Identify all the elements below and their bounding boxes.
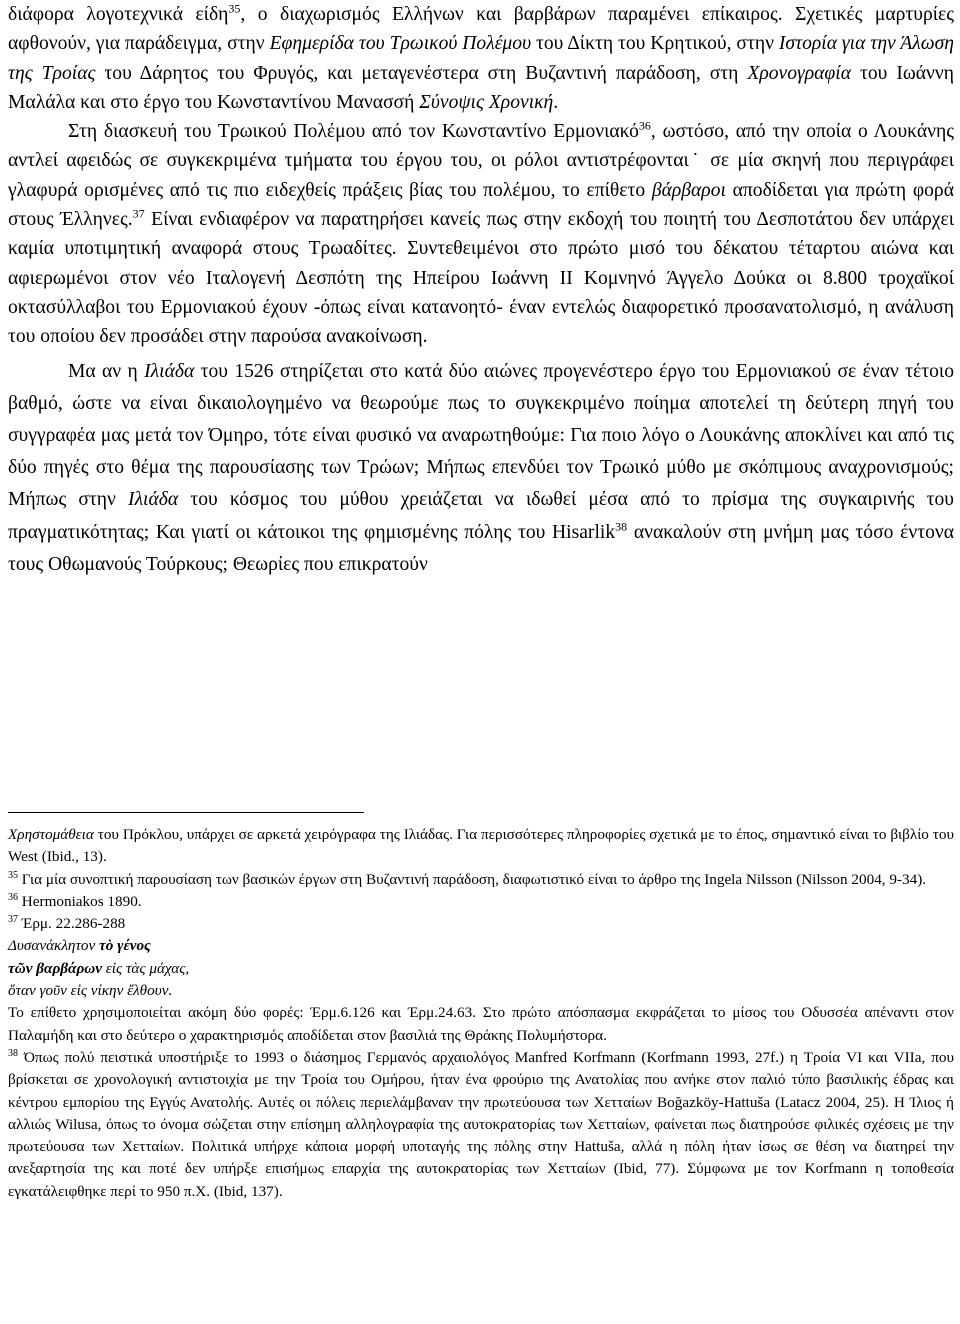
text-run: ανακαλούν στη μνήμη μας τόσο έντονα τους Οθωμανούς Τούρκους; Θεωρίες που επικρατούν — [8, 521, 955, 575]
text-run: του Δάρητος του Φρυγός, και μεταγενέστερα στη Βυζαντινή παράδοση, στη — [95, 62, 748, 84]
text-run: του 1526 στηρίζεται στο κατά δύο αιώνες προγενέστερο έργο του Ερμονιακού σε έναν τέτοιο βαθμό, ώστε να είναι δικαιολογημένο να θεωρούμε πως το συγκεκριμένο ποίημα αποτελεί τη δεύτερη πηγή του συγγραφέα μας μετά τον Όμηρο, τότε είναι φυσικό να αναρωτηθούμε: Για ποιο λόγο ο Λουκάνης αποκλίνει και από τις δύο πηγές στο θέμα της παρουσίασης των Τρώων; Μήπως επενδύει τον Τρωικό μύθο με σκόπιμους αναχρονισμούς; Μήπως στην — [8, 360, 954, 511]
work-title: Σύνοψις Χρονική — [419, 91, 554, 113]
text-run: Για μία συνοπτική παρουσίαση των βασικών έργων στη Βυζαντινή παράδοση, διαφωτιστικό είναι το άρθρο της Ingela Nilsson (Nilsson 2004, 9-34). — [18, 870, 927, 888]
text-run: Στη διασκευή του Τρωικού Πολέμου από τον Κωνσταντίνο Ερμονιακό — [68, 121, 639, 143]
footnote-number: 35 — [8, 869, 18, 881]
text-run: . — [553, 91, 559, 113]
verse-text: εἰς τὰς μάχας, — [102, 959, 190, 977]
paragraph-2 — [8, 117, 954, 351]
footnote-37 — [8, 913, 954, 935]
footnote-ref-36[interactable]: 36 — [638, 118, 651, 133]
emphasis: βάρβαροι — [651, 179, 726, 201]
text-run: Το επίθετο χρησιμοποιείται ακόμη δύο φορές: Έρμ.6.126 και Έρμ.24.63. Στο πρώτο απόσπασμα εκφράζεται το μίσος του Οδυσσέα απέναντι στον Παλαμήδη και στο δεύτερο ο χαρακτηρισμός αποδίδεται στον βασιλιά της Θράκης Πολυμήστορα. — [8, 1004, 954, 1044]
text-run: Όπως πολύ πειστικά υποστήριξε το 1993 ο διάσημος Γερμανός αρχαιολόγος Manfred Korfmann (Korfmann 1993, 27f.) η Τροία VI και VIIa, που βρίσκεται σε χρονολογική αντιστοιχία με την Τροία του Ομήρου, ήταν ένα φρούριο της Ανατολίας που ανήκε στον παλιό τύπο βασιλικής έδρας και κέντρου εμπορίου της Εγγύς Ανατολής. Αυτές οι πόλεις περιελάμβαναν την πρωτεύουσα των Χετταίων Boğazköy-Hattuša (Latacz 2004, 25). Η Ίλιος ή αλλιώς Wilusa, όπως το όνομα σώζεται στην επίσημη αλληλογραφία της αυτοκρατορίας των Χετταίων, φαίνεται πως διατηρούσε φιλικές σχέσεις με την πρωτεύουσα των Χετταίων. Πολιτικά υπήρχε κάποια μορφή υποταγής της πόλης στην Hattuša, αλλά η πόλη ήταν ίσως σε θέση να διατηρεί την ανεξαρτησία της και ποτέ δεν υπήρξε επισήμως επαρχία της αυτοκρατορίας των Χετταίων (Ibid, 77). Σύμφωνα με τον Korfmann η τοποθεσία εγκατάλειφθηκε περί το 950 π.Χ. (Ibid, 137). — [8, 1048, 954, 1200]
verse-line-3 — [8, 980, 954, 1002]
footnote-35 — [8, 869, 954, 891]
footnote-36 — [8, 891, 954, 913]
work-title: Εφημερίδα του Τρωικού Πολέμου — [269, 33, 532, 55]
work-title: Χρηστομάθεια — [8, 826, 94, 843]
verse-emphasis: τὸ γένος — [99, 937, 151, 955]
verse-line-1 — [8, 935, 954, 957]
text-run: του Δίκτη του Κρητικού, στην — [531, 33, 779, 55]
text-run: Έρμ. 22.286-288 — [18, 915, 126, 933]
text-run: διάφορα λογοτεχνικά είδη — [8, 4, 229, 25]
footnote-ref-38[interactable]: 38 — [615, 519, 628, 534]
footnote-number: 38 — [8, 1047, 18, 1059]
verse-line-2 — [8, 958, 954, 980]
text-run: , ωστόσο, από την οποία ο Λουκάνης αντλεί αφειδώς σε συγκεκριμένα τμήματα του έργου του, οι ρόλοι αντιστρέφονται˙ σε μία σκηνή που περιγράφει γλαφυρά ορισμένες από τις πιο ειδεχθείς πράξεις βίας του πολέμου, το επίθετο — [8, 121, 954, 201]
work-title: Ιλιάδα — [144, 360, 195, 382]
footnote-number: 36 — [8, 891, 18, 903]
verse-emphasis: τῶν βαρβάρων — [8, 959, 102, 977]
text-run: του Πρόκλου, υπάρχει σε αρκετά χειρόγραφα της Ιλιάδας. Για περισσότερες πληροφορίες σχετικά με το έπος, σημαντικό είναι το βιβλίο του West (Ibid., 13). — [8, 826, 954, 866]
text-run: Μα αν η — [68, 360, 145, 382]
work-title: Χρονογραφία — [747, 62, 852, 84]
text-run: αποδίδεται για πρώτη φορά στους Έλληνες. — [8, 179, 954, 231]
verse-text: ὅταν γοῦν εἰς νίκην ἔλθουν. — [8, 982, 173, 1000]
text-run: , ο διαχωρισμός Ελλήνων και βαρβάρων παραμένει επίκαιρος. Σχετικές μαρτυρίες αφθονούν, για παράδειγμα, στην — [8, 4, 954, 55]
text-run: Είναι ενδιαφέρον να παρατηρήσει κανείς πως στην εκδοχή του ποιητή του Δεσποτάτου δεν υπάρχει καμία υποτιμητική αναφορά στους Τρωαδίτες. Συντεθειμένοι στο πρώτο μισό του δέκατου τέταρτου αιώνα και αφιερωμένοι στον νέο Ιταλογενή Δεσπότη της Ηπείρου Ιωάννη ΙΙ Κομνηνό Άγγελο Δούκα οι 8.800 τροχαϊκοί οκτασύλλαβοι του Ερμονιακού έχουν -όπως είναι κατανοητό- έναν εντελώς διαφορετικό προσανατολισμό, η ανάλυση του οποίου δεν προσάδει στην παρούσα ανακοίνωση. — [8, 209, 954, 348]
footnote-continued — [8, 824, 954, 869]
text-run: του Ιωάννη Μαλάλα και στο έργο του Κωνσταντίνου Μανασσή — [8, 62, 954, 113]
footnote-number: 37 — [8, 914, 18, 926]
text-run: Hermoniakos 1890. — [18, 892, 142, 910]
document-page — [8, 0, 955, 1200]
footnote-separator — [8, 812, 364, 813]
footnote-37-text — [8, 1002, 954, 1047]
footnote-ref-37[interactable]: 37 — [132, 206, 145, 221]
work-title: Ιστορία για την Άλωση της Τροίας — [8, 33, 954, 84]
main-text — [8, 0, 954, 581]
footnote-ref-35[interactable]: 35 — [228, 1, 241, 16]
text-run: του κόσμος του μύθου χρειάζεται να ιδωθεί μέσα από το πρίσμα της συγκαιρινής του πραγματικότητας; Και γιατί οι κάτοικοι της φημισμένης πόλης του Hisarlik — [8, 489, 955, 543]
verse-text: Δυσανάκλητον — [8, 937, 100, 955]
paragraph-3 — [8, 356, 954, 581]
work-title: Ιλιάδα — [128, 489, 179, 511]
paragraph-1 — [8, 0, 954, 117]
footnotes — [8, 824, 954, 1203]
footnote-38 — [8, 1047, 954, 1203]
